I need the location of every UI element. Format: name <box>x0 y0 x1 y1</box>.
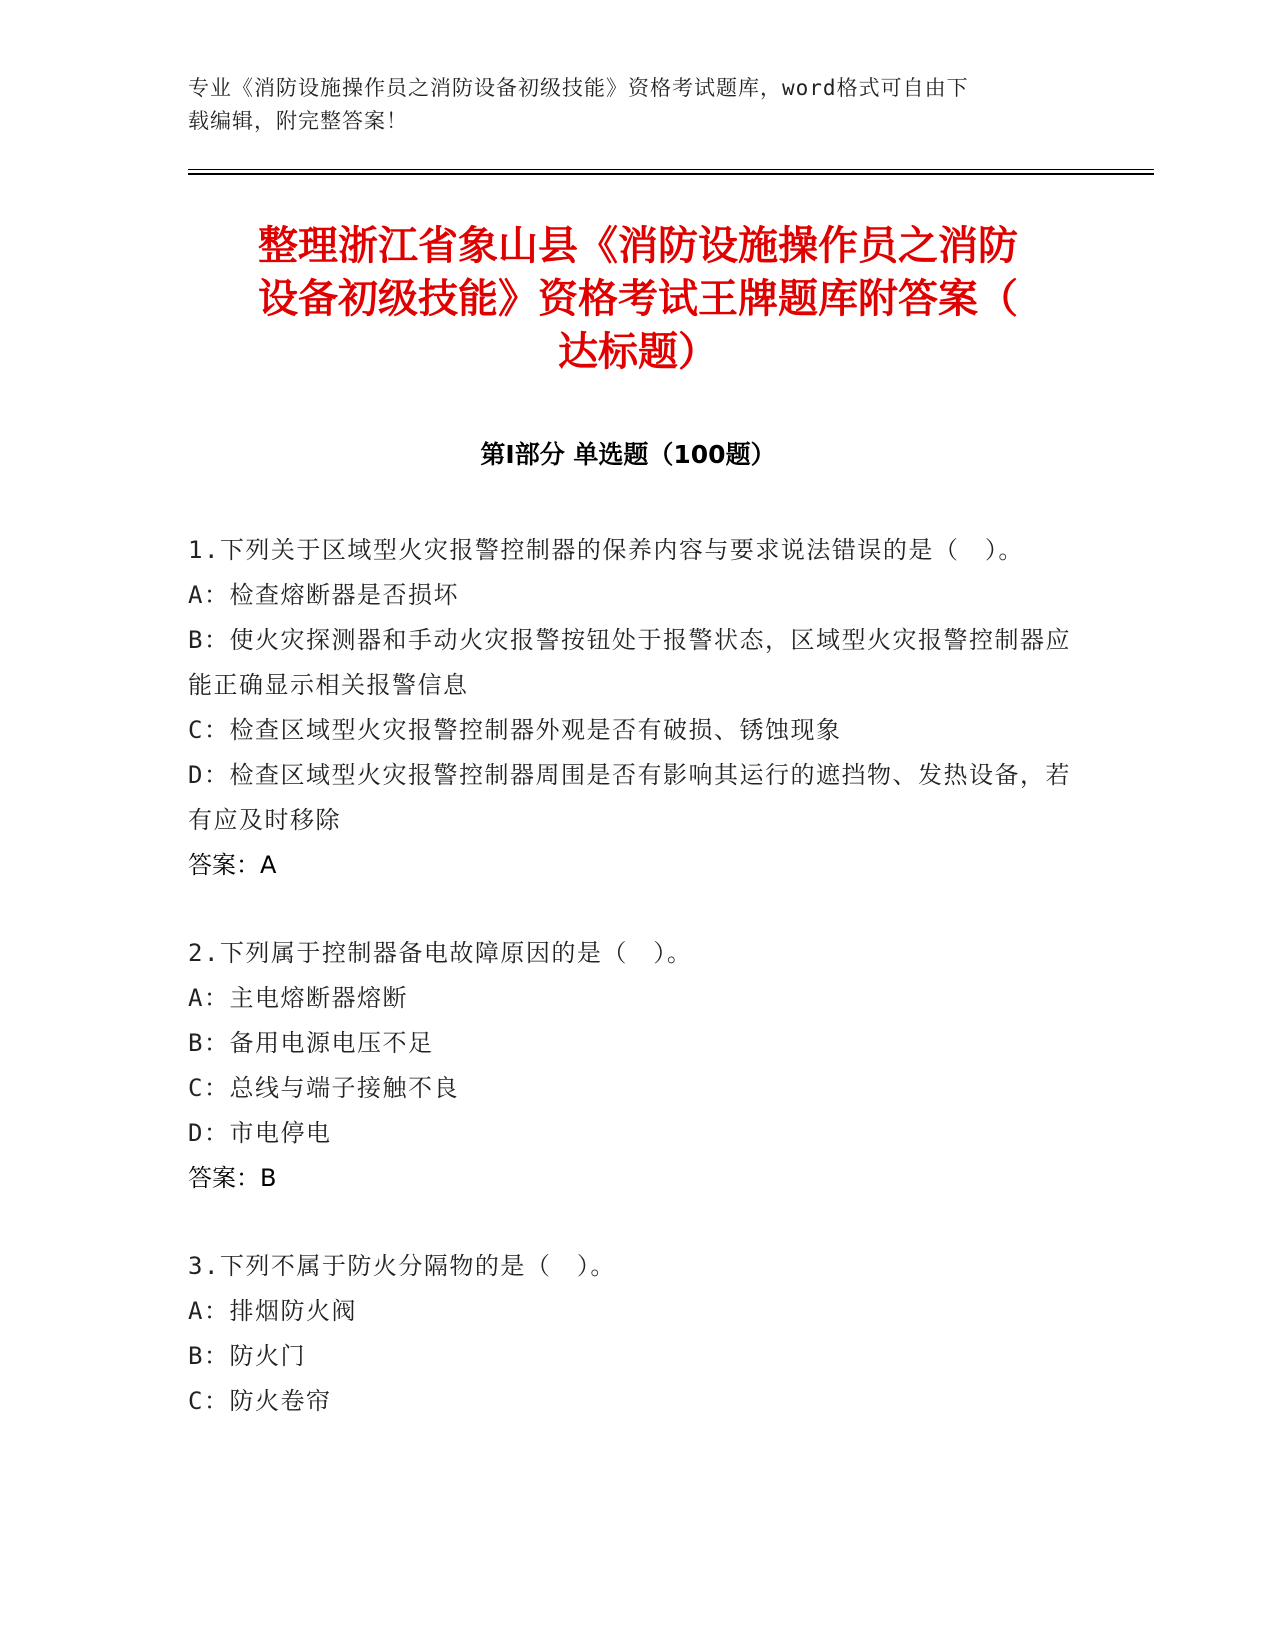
option-d: D：市电停电 <box>188 1119 332 1147</box>
title-line-1: 整理浙江省象山县《消防设施操作员之消防 <box>258 223 1018 269</box>
question-1 <box>188 528 1078 888</box>
answer: 答案：A <box>188 851 277 879</box>
title-line-3: 达标题） <box>558 329 718 375</box>
option-a: A：主电熔断器熔断 <box>188 984 408 1012</box>
option-b: B：使火灾探测器和手动火灾报警按钮处于报警状态，区域型火灾报警控制器应能正确显示相关报警信息 <box>188 626 1071 699</box>
question-3 <box>188 1244 1078 1424</box>
header-note-line-1: 专业《消防设施操作员之消防设备初级技能》资格考试题库，word格式可自由下 <box>188 76 969 100</box>
header-rule-thick <box>188 173 1154 175</box>
option-a: A：检查熔断器是否损坏 <box>188 581 459 609</box>
header-note-line-2: 载编辑，附完整答案！ <box>188 109 408 133</box>
title-line-2: 设备初级技能》资格考试王牌题库附答案（ <box>258 276 1018 322</box>
option-c: C：总线与端子接触不良 <box>188 1074 459 1102</box>
option-b: B：备用电源电压不足 <box>188 1029 434 1057</box>
option-a: A：排烟防火阀 <box>188 1297 357 1325</box>
question-text: 3.下列不属于防火分隔物的是（ ）。 <box>188 1252 616 1280</box>
question-text: 2.下列属于控制器备电故障原因的是（ ）。 <box>188 939 693 967</box>
section-title: 第Ⅰ部分 单选题（100题） <box>480 440 776 469</box>
option-d: D：检查区域型火灾报警控制器周围是否有影响其运行的遮挡物、发热设备，若有应及时移除 <box>188 761 1071 834</box>
question-list <box>188 528 1078 1467</box>
document-title <box>188 220 1088 379</box>
option-b: B：防火门 <box>188 1342 306 1370</box>
option-c: C：防火卷帘 <box>188 1387 332 1415</box>
question-2 <box>188 931 1078 1201</box>
question-text: 1.下列关于区域型火灾报警控制器的保养内容与要求说法错误的是（ ）。 <box>188 536 1024 564</box>
answer: 答案：B <box>188 1164 277 1192</box>
option-c: C：检查区域型火灾报警控制器外观是否有破损、锈蚀现象 <box>188 716 842 744</box>
header-note <box>188 72 1068 138</box>
header-rule-thin <box>188 169 1154 170</box>
